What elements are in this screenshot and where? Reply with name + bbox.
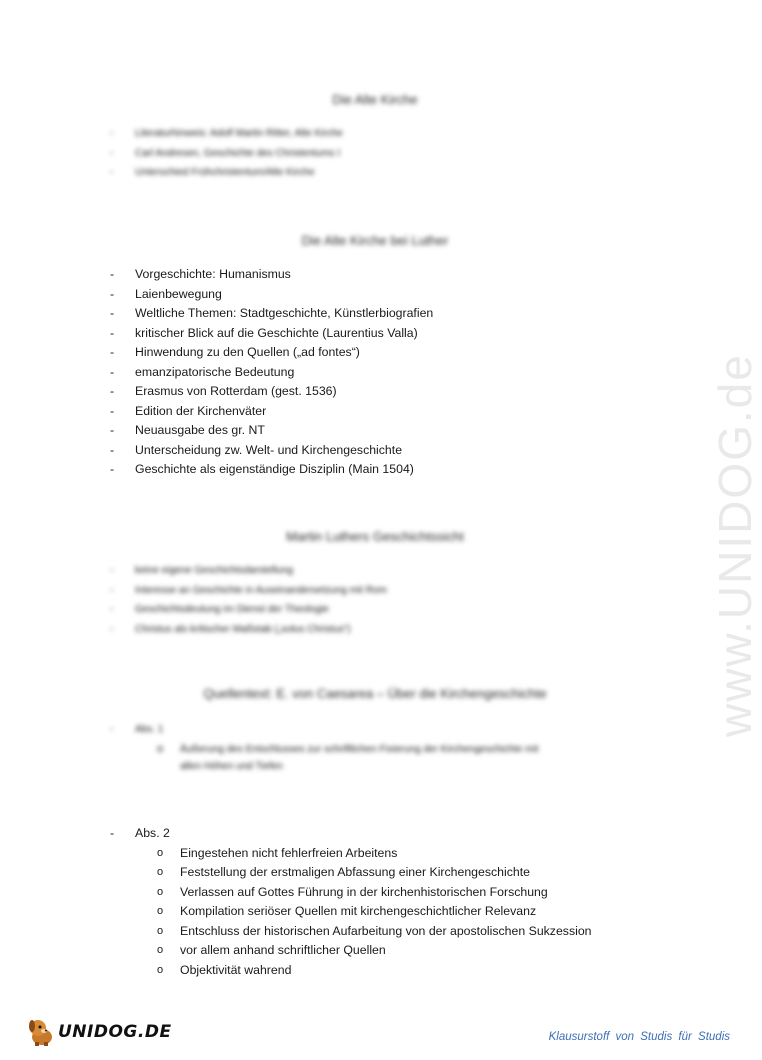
list-item: - Geschichtsdeutung im Dienst der Theologie [110,604,329,615]
section-list-alte-kirche [0,124,750,183]
list-item: - keine eigene Geschichtsdarstellung [110,565,293,576]
sub-item: o vor allem anhand schriftlicher Quellen [157,943,386,957]
list-item: - Weltliche Themen: Stadtgeschichte, Künstlerbiografien [110,306,434,320]
list-item: - Literaturhinweis: Adolf Martin Ritter, Alte Kirche [110,128,343,139]
list-item: - Neuausgabe des gr. NT [110,423,265,437]
list-item: - Geschichte als eigenständige Disziplin (Main 1504) [110,462,414,476]
list-item: - Vorgeschichte: Humanismus [110,267,291,281]
list-item: - Unterschied Frühchristentum/Alte Kirche [110,167,315,178]
sub-item: o Entschluss der historischen Aufarbeitung von der apostolischen Sukzession [157,923,592,938]
brand-name: UNIDOG.DE [58,1022,172,1042]
unidog-logo [26,1016,172,1048]
dog-icon [26,1017,56,1047]
list-item: - Unterscheidung zw. Welt- und Kirchengeschichte [110,442,403,457]
list-item: - emanzipatorische Bedeutung [110,364,295,379]
list-item: - Edition der Kirchenväter [110,403,267,418]
list-item: - Laienbewegung [110,286,222,301]
section-title-geschichtssicht: Martin Luthers Geschichtssicht [286,529,464,544]
list-item: - Hinwendung zu den Quellen („ad fontes“) [110,345,360,359]
abs2-block [0,824,750,980]
sub-item: o Verlassen auf Gottes Führung in der kirchenhistorischen Forschung [157,884,548,899]
section-list-luther [0,265,750,480]
list-item: - kritischer Blick auf die Geschichte (Laurentius Valla) [110,325,418,340]
sub-item: o Eingestehen nicht fehlerfreien Arbeitens [157,845,398,860]
sub-item: o Objektivität wahrend [157,962,292,977]
list-item: - Christus als kritischer Maßstab („solus Christus“) [110,623,351,635]
section-list-geschichtssicht [0,561,750,639]
list-item-abs1: - Abs. 1 [110,724,164,735]
list-item: - Interesse an Geschichte in Auseinandersetzung mit Rom [110,584,387,596]
list-item: - Carl Andresen, Geschichte des Christentums I [110,147,341,159]
sub-item-continuation: allen Höhen und Tiefen [180,761,283,772]
sub-item: o Äußerung des Entschlusses zur schriftlichen Fixierung der Kirchengeschichte mit [157,742,539,755]
section-title-quellentext: Quellentext: E. von Caesarea – Über die Kirchengeschichte [203,686,547,701]
abs1-block [0,720,750,777]
footer-tagline: Klausurstoff von Studis für Studis [548,1031,730,1043]
watermark: www.UNIDOG.de [709,353,761,737]
sub-item: o Feststellung der erstmaligen Abfassung einer Kirchengeschichte [157,865,530,879]
section-title-luther: Die Alte Kirche bei Luther [301,233,449,248]
list-item-abs2: - Abs. 2 [110,826,170,840]
sub-item: o Kompilation seriöser Quellen mit kirchengeschichtlicher Relevanz [157,904,537,918]
list-item: - Erasmus von Rotterdam (gest. 1536) [110,384,337,398]
section-title-alte-kirche: Die Alte Kirche [332,92,418,107]
